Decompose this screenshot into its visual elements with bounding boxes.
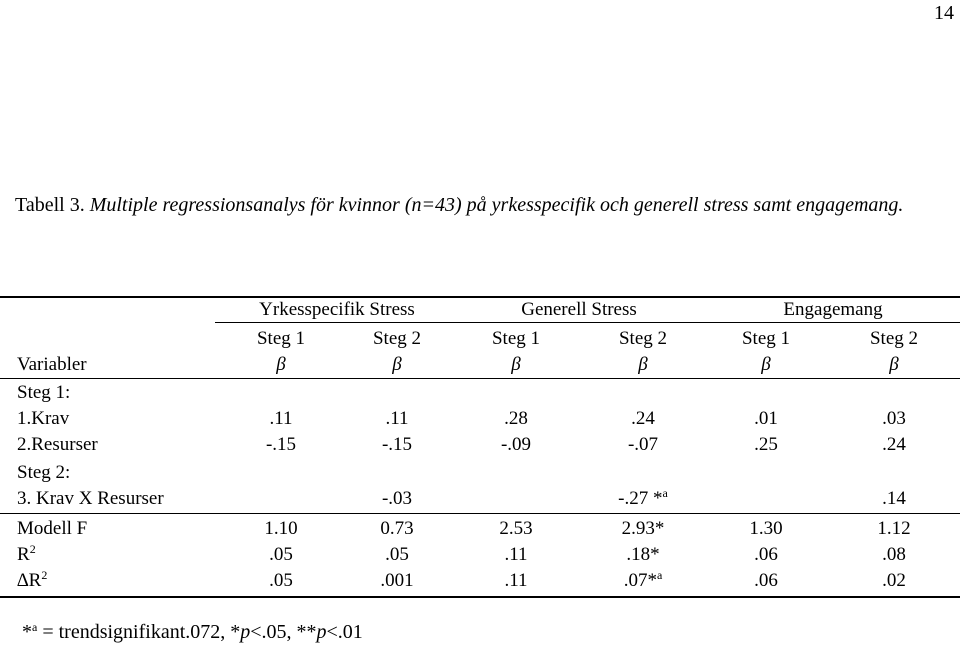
table-cell: 1.12 [877,518,911,539]
table-cell: .08 [882,544,906,565]
header-bottom-rule [0,378,960,379]
step-header: Steg 2 [618,328,668,349]
table-cell: .05 [269,570,293,591]
superscript: 2 [41,568,48,582]
table-cell: .05 [385,544,409,565]
table-cell: .24 [631,408,655,429]
table-cell: .11 [504,570,528,591]
table-cell: .001 [380,570,414,591]
steg2-bottom-rule [0,513,960,514]
row-label-r2 [17,544,36,566]
beta-symbol: β [511,354,521,375]
footnote-marker: a [662,486,668,500]
table-footnote [22,621,363,644]
table-cell: .14 [882,488,906,509]
beta-symbol: β [761,354,771,375]
table-cell: .24 [882,434,906,455]
table-cell: .18* [626,544,660,565]
footnote-text: <.01 [326,621,363,643]
row-label-resurser: 2.Resurser [17,434,98,455]
row-label-delta-r2 [17,570,47,592]
row-label-text: R [17,544,30,565]
table-cell: -.15 [265,434,297,455]
table-cell: -.27 * [618,488,663,509]
table-cell: .28 [504,408,528,429]
step-header: Steg 1 [741,328,791,349]
table-cell: -.09 [500,434,532,455]
footnote-p: p [316,621,327,643]
row-label-modell-f: Modell F [17,518,88,539]
step-header: Steg 2 [869,328,919,349]
caption-title: Multiple regressionsanalys för kvinnor (n=43) på yrkesspecifik och generell stress samt engagemang. [89,194,904,216]
group-header-rule [215,322,960,323]
row-label-text: ∆R [17,570,42,591]
footnote-text: = trendsignifikant.072, * [37,621,241,643]
table-cell: 0.73 [380,518,414,539]
table-cell: .06 [754,544,778,565]
table-cell: .05 [269,544,293,565]
step-header: Steg 2 [372,328,422,349]
table-cell: .11 [269,408,293,429]
table-top-rule [0,296,960,298]
group-header-engagemang: Engagemang [783,299,883,320]
beta-symbol: β [392,354,402,375]
footnote-text: <.05, ** [250,621,317,643]
table-cell: .01 [754,408,778,429]
row-label-krav-x-resurser: 3. Krav X Resurser [17,488,164,509]
section-label-steg2: Steg 2: [17,462,71,483]
table-bottom-rule [0,596,960,598]
table-cell: 1.10 [264,518,298,539]
caption-prefix: Tabell 3. [15,194,90,216]
table-cell: -.15 [381,434,413,455]
table-cell: .07* [623,570,657,591]
page-number: 14 [934,2,954,24]
variables-header: Variabler [17,354,87,375]
table-cell: 2.53 [499,518,533,539]
footnote-p: p [240,621,251,643]
table-caption [15,193,950,217]
step-header: Steg 1 [491,328,541,349]
table-cell: -.03 [381,488,413,509]
step-header: Steg 1 [256,328,306,349]
footnote-marker: * [22,621,32,643]
table-cell-with-note [624,570,663,592]
table-cell: .11 [385,408,409,429]
row-label-krav: 1.Krav [17,408,70,429]
table-cell: .02 [882,570,906,591]
table-cell: -.07 [627,434,659,455]
beta-symbol: β [638,354,648,375]
superscript: 2 [29,542,36,556]
table-cell: 1.30 [749,518,783,539]
footnote-marker-sup: a [32,620,38,634]
group-header-generell: Generell Stress [521,299,637,320]
table-cell: .11 [504,544,528,565]
table-cell: .25 [754,434,778,455]
footnote-marker: a [656,568,663,582]
beta-symbol: β [889,354,899,375]
table-cell: .03 [882,408,906,429]
table-cell: 2.93* [621,518,665,539]
group-header-yrkesspecifik: Yrkesspecifik Stress [259,299,415,320]
table-cell: .06 [754,570,778,591]
beta-symbol: β [276,354,286,375]
table-cell-with-note [618,488,668,510]
section-label-steg1: Steg 1: [17,382,71,403]
